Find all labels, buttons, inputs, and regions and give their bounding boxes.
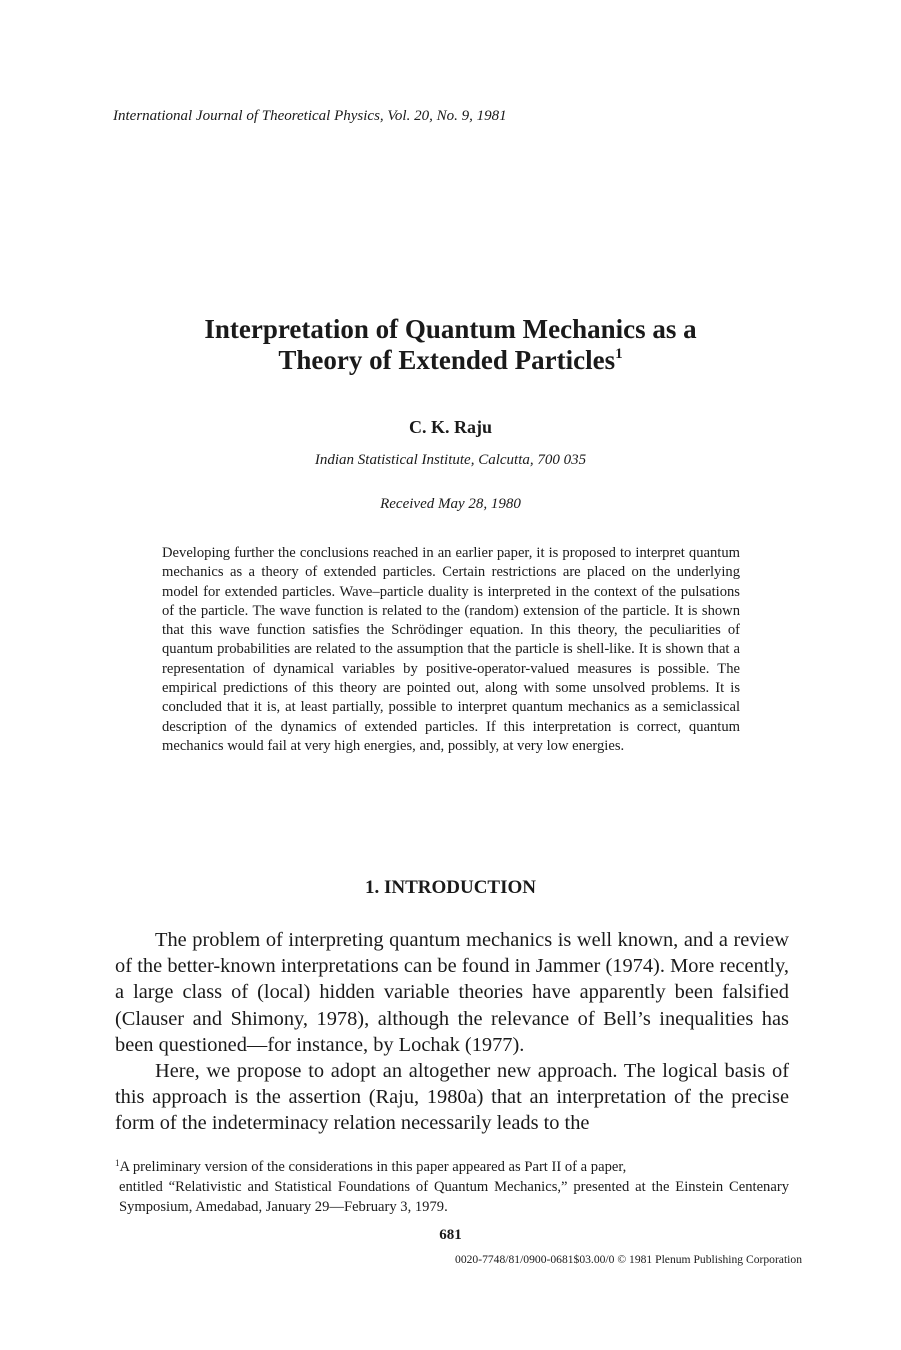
paragraph: The problem of interpreting quantum mechanics is well known, and a review of the better-known interpretations can be found in Jammer (1974). More recently, a large class of (local) hidden variable theories have apparently been falsified (Clauser and Shimony, 1978), although the relevance of Bell’s inequalities has been questioned—for instance, by Lochak (1977). (115, 929, 789, 1056)
abstract: Developing further the conclusions reached in an earlier paper, it is proposed to interpret quantum mechanics as a theory of extended particles. Certain restrictions are placed on the underlying model for extended particles. Wave–particle duality is interpreted in the context of the pulsations of the particle. The wave function is related to the (random) extension of the particle. It is shown that this wave function satisfies the Schrödinger equation. In this theory, the peculiarities of quantum probabilities are related to the assumption that the particle is shell-like. It is shown that a representation of dynamical variables by positive-operator-valued measures is possible. The empirical predictions of this theory are pointed out, along with some unsolved problems. It is concluded that it is, at least partially, possible to interpret quantum mechanics as a semiclassical description of the dynamics of extended particles. If this interpretation is correct, quantum mechanics would fail at very high energies, and, possibly, at very low energies. (162, 545, 740, 754)
page-number: 681 (439, 1227, 462, 1243)
author-name: C. K. Raju (408, 417, 492, 437)
section-heading: 1. INTRODUCTION (364, 877, 537, 898)
copyright-line: 0020-7748/81/0900-0681$03.00/0 © 1981 Plenum Publishing Corporation (455, 1253, 802, 1266)
title-footnote-marker: 1 (615, 346, 623, 362)
author-affiliation: Indian Statistical Institute, Calcutta, 700 035 (314, 452, 587, 468)
introduction-body (115, 927, 789, 1137)
title-line-2 (0, 345, 901, 376)
title-line-2-text: Theory of Extended Particles (278, 345, 616, 375)
paper-title (0, 314, 901, 376)
footnote-text-continued: entitled “Relativistic and Statistical Foundations of Quantum Mechanics,” presented at the Einstein Centenary Symposium, Amedabad, January 29—February 3, 1979. (119, 1179, 789, 1215)
journal-citation: International Journal of Theoretical Physics, Vol. 20, No. 9, 1981 (113, 108, 507, 124)
received-date: Received May 28, 1980 (380, 496, 521, 512)
title-line-1: Interpretation of Quantum Mechanics as a (204, 314, 697, 344)
footnote-marker: 1 (115, 1158, 120, 1168)
footnote (115, 1157, 789, 1217)
footnote-text: A preliminary version of the considerations in this paper appeared as Part II of a paper, (119, 1159, 627, 1175)
paragraph: Here, we propose to adopt an altogether new approach. The logical basis of this approach is the assertion (Raju, 1980a) that an interpretation of the precise form of the indeterminacy relation necessarily leads to the (115, 1060, 789, 1135)
